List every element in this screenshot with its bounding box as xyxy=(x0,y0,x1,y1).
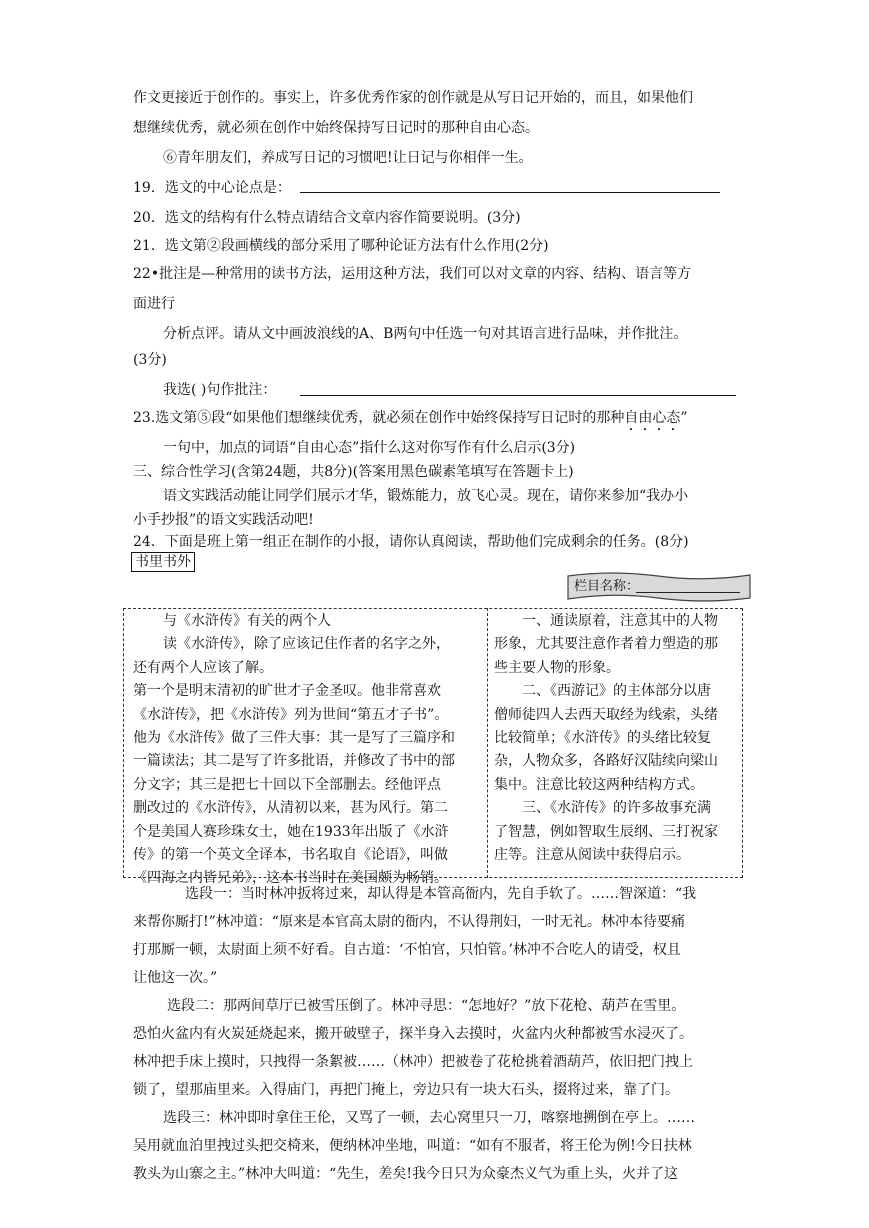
reading-tip-line: 僧师徒四人去西天取经为线索，头绪 xyxy=(494,706,718,723)
answer-line-22 xyxy=(300,395,736,396)
article-line: 传》的第一个英文全译本，书名取自《论语》，叫做 xyxy=(133,847,448,864)
left-article xyxy=(133,610,455,891)
article-line: 他为《水浒传》做了三件大事：其一是写了三篇序和 xyxy=(133,730,455,747)
body-line: 作文更接近于创作的。事实上，许多优秀作家的创作就是从写日记开始的，而且，如果他们 xyxy=(133,90,693,106)
article-line: 还有两个人应该了解。 xyxy=(133,659,273,676)
question-23-cont: 一句中，加点的词语“自由心态”指什么这对你写作有什么启示(3分) xyxy=(163,440,576,456)
column-name-blank xyxy=(636,592,740,593)
excerpt-three: 选段三：林冲即时拿住王伦，又骂了一顿，去心窝里只一刀，喀察地搠倒在亭上。…… xyxy=(163,1110,695,1126)
body-line: ⑥青年朋友们，养成写日记的习惯吧!让日记与你相伴一生。 xyxy=(163,150,533,166)
right-article xyxy=(494,610,718,867)
question-23-text: 23.选文第⑤段“如果他们想继续优秀，就必须在创作中始终保持写日记时的那种 xyxy=(133,410,625,426)
dotted-phrase: 自由心态 xyxy=(624,410,681,426)
excerpt-line: 林冲把手床上摸时，只拽得一条絮被……（林冲）把被卷了花枪挑着酒葫芦，依旧把门拽上 xyxy=(133,1054,693,1070)
excerpt-two: 选段二：那两间草厅已被雪压倒了。林冲寻思：“怎地好？”放下花枪、葫芦在雪里。 xyxy=(167,998,686,1014)
excerpt-line: 教头为山寨之主。”林冲大叫道：“先生，差矣!我今日只为众豪杰义气为重上头，火并了这 xyxy=(133,1166,678,1182)
reading-tip: 一、通读原着，注意其中的人物 xyxy=(522,613,718,629)
article-line: 个是美国人赛珍珠女士，她在1933年出版了《水浒 xyxy=(133,823,449,840)
answer-line-19 xyxy=(300,192,720,193)
question-24: 24．下面是班上第一组正在制作的小报，请你认真阅读，帮助他们完成剩余的任务。(8分) xyxy=(133,534,689,550)
body-line: 想继续优秀，就必须在创作中始终保持写日记时的那种自由心态。 xyxy=(133,120,539,136)
question-22: 22•批注是—种常用的读书方法，运用这种方法，我们可以对文章的内容、结构、语言等方 xyxy=(133,266,692,282)
excerpt-line: 让他这一次。” xyxy=(133,970,218,986)
reading-tip: 二、《西游记》的主体部分以唐 xyxy=(522,683,711,700)
excerpt-line: 恐怕火盆内有火炭延烧起来，搬开破壁子，探半身入去摸时，火盆内火种都被雪水浸灭了。 xyxy=(133,1026,693,1042)
reading-tip-line: 了智慧，例如智取生辰纲、三打祝家 xyxy=(494,823,718,840)
reading-tip-line: 集中。注意比较这两种结构方式。 xyxy=(494,776,704,793)
article-line: 《四海之内皆兄弟》，这本书当时在美国颇为畅销。 xyxy=(133,870,448,887)
question-19: 19．选文的中心论点是： xyxy=(133,180,291,196)
question-22-cont: 面进行 xyxy=(133,296,175,312)
column-tab-label: 书里书外 xyxy=(131,552,195,572)
column-name-label: 栏目名称： xyxy=(574,579,640,594)
excerpt-line: 锁了，望那庙里来。入得庙门，再把门掩上，旁边只有一块大石头，掇将过来，靠了门。 xyxy=(133,1082,679,1098)
question-23-close: ” xyxy=(680,410,688,426)
article-title: 与《水浒传》有关的两个人 xyxy=(163,613,331,629)
section-intro-cont: 小手抄报”的语文实践活动吧! xyxy=(133,512,314,528)
reading-tip-line: 些主要人物的形象。 xyxy=(494,659,620,676)
section-intro: 语文实践活动能让同学们展示才华，锻炼能力，放飞心灵。现在，请你来参加“我办小 xyxy=(163,488,689,504)
question-23 xyxy=(133,408,688,434)
question-20: 20．选文的结构有什么特点请结合文章内容作简要说明。(3分) xyxy=(133,210,521,226)
column-divider xyxy=(487,608,488,878)
excerpt-line: 吴用就血泊里拽过头把交椅来，便纳林冲坐地，叫道：“如有不服者，将王伦为例!今日扶林 xyxy=(133,1138,692,1154)
article-line: 《水浒传》，把《水浒传》列为世间“第五才子书”。 xyxy=(133,706,449,723)
excerpt-line: 打那厮一顿，太尉面上须不好看。自古道：‘不怕官，只怕管。’林冲不合吃人的请受，权且 xyxy=(133,942,681,958)
excerpt-one: 选段一：当时林冲扳将过来，却认得是本管高衙内，先自手软了。……智深道：“我 xyxy=(185,886,697,902)
question-21: 21．选文第②段画横线的部分采用了哪种论证方法有什么作用(2分) xyxy=(133,238,549,254)
section-three-heading: 三、综合性学习(含第24题，共8分)(答案用黑色碳素笔填写在答题卡上) xyxy=(133,464,574,480)
article-line: 读《水浒传》，除了应该记住作者的名字之外， xyxy=(163,636,450,653)
reading-tip-line: 形象，尤其要注意作者着力塑造的那 xyxy=(494,636,718,653)
choice-prompt: 我选( )句作批注： xyxy=(163,382,277,398)
excerpt-line: 来帮你厮打!”林冲道：“原来是本官高太尉的衙内，不认得荆妇，一时无礼。林冲本待要痛 xyxy=(133,914,685,930)
article-line: 删改过的《水浒传》，从清初以来，甚为风行。第二 xyxy=(133,800,448,817)
article-line: 第一个是明末清初的旷世才子金圣叹。他非常喜欢 xyxy=(133,683,441,700)
reading-tip-line: 比较简单；《水浒传》的头绪比较复 xyxy=(494,730,711,747)
reading-tip-line: 杂，人物众多，各路好汉陆续向梁山 xyxy=(494,753,718,770)
reading-tip: 三、《水浒传》的许多故事充满 xyxy=(522,800,711,817)
reading-tip-line: 庄等。注意从阅读中获得启示。 xyxy=(494,847,690,864)
article-line: 一篇读法；其二是写了许多批语，并修改了书中的部 xyxy=(133,753,455,770)
question-22-detail: 分析点评。请从文中画波浪线的A、B两句中任选一句对其语言进行品味，并作批注。 xyxy=(163,326,688,342)
article-line: 分文字；其三是把七十回以下全部删去。经他评点 xyxy=(133,776,441,793)
question-22-points: (3分) xyxy=(133,352,167,368)
